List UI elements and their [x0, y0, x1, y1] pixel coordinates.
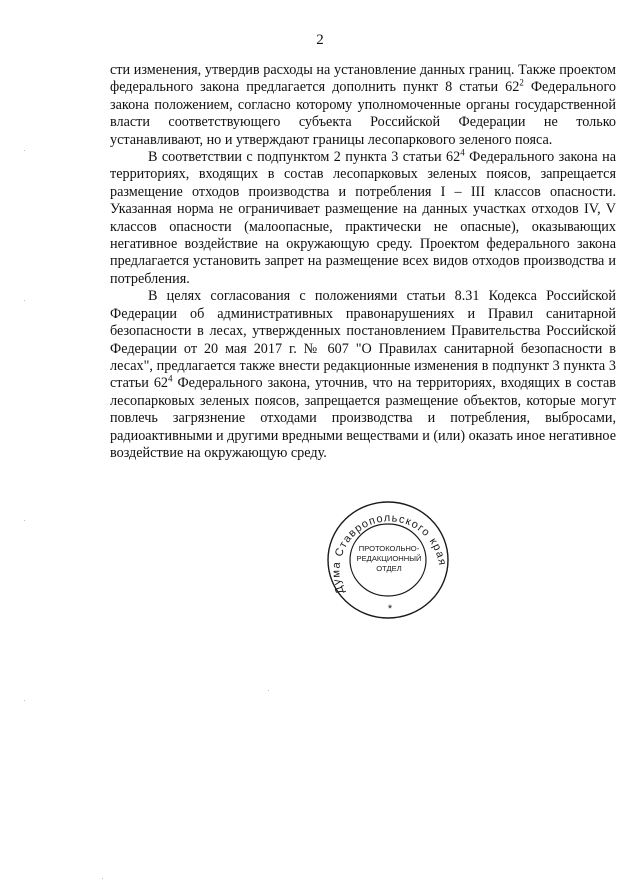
stamp-star-icon: *	[387, 603, 393, 615]
document-body	[110, 62, 616, 462]
paragraph-text: Федерального закона положением, согласно которому уполномоченные органы государственной власти соответствующего субъекта Российской Федерации не только устанавливают, но и утверждают границы лесопаркового зеленого пояса.	[110, 79, 616, 148]
stamp-inner-line-3: ОТДЕЛ	[376, 564, 402, 573]
paragraph-text: сти изменения, утвердив расходы на установление данных границ. Также проектом федерального закона предлагается дополнить пункт 8 статьи 62	[110, 62, 616, 96]
paragraph-text: Федерального закона, уточнив, что на территориях, входящих в состав лесопарковых зеленых поясов, запрещается размещение объектов, которые могут повлечь загрязнение отходами производства и потребления, выбросами, радиоактивными и другими вредными веществами и (или) оказать иное негативное воздействие на окружающую среду.	[110, 375, 616, 461]
page-number: 2	[316, 32, 324, 48]
paragraph-3	[110, 288, 616, 462]
paragraph-1	[110, 62, 616, 149]
paragraph-2	[110, 149, 616, 288]
stamp-outer-text: Дума Ставропольского края	[330, 512, 449, 596]
paragraph-text: Федерального закона на территориях, входящих в состав лесопарковых зеленых поясов, запрещается размещение отходов производства и потребления I – III классов опасности. Указанная норма не ограничивает размещение на данных участках отходов IV, V классов опасности (малоопасные, практически не опасные), оказывающих негативное воздействие на окружающую среду. Проектом федерального закона предлагается установить запрет на размещение всех видов отходов производства и потребления.	[110, 149, 616, 287]
stamp-inner-line-2: РЕДАКЦИОННЫЙ	[356, 554, 422, 563]
article-superscript: 2	[519, 77, 524, 88]
official-stamp	[316, 498, 460, 628]
article-superscript: 4	[168, 373, 173, 384]
paragraph-text: В целях согласования с положениями статьи 8.31 Кодекса Российской Федерации об административных правонарушениях и Правил санитарной безопасности в лесах, утвержденных постановлением Правительства Российской Федерации от 20 мая 2017 г. № 607 "О Правилах санитарной безопасности в лесах", предлагается также внести редакционные изменения в подпункт 3 пункта 3 статьи 62	[110, 288, 616, 392]
stamp-inner-line-1: ПРОТОКОЛЬНО-	[358, 544, 420, 553]
paragraph-text: В соответствии с подпунктом 2 пункта 3 статьи 62	[148, 149, 461, 166]
article-superscript: 4	[460, 147, 465, 158]
